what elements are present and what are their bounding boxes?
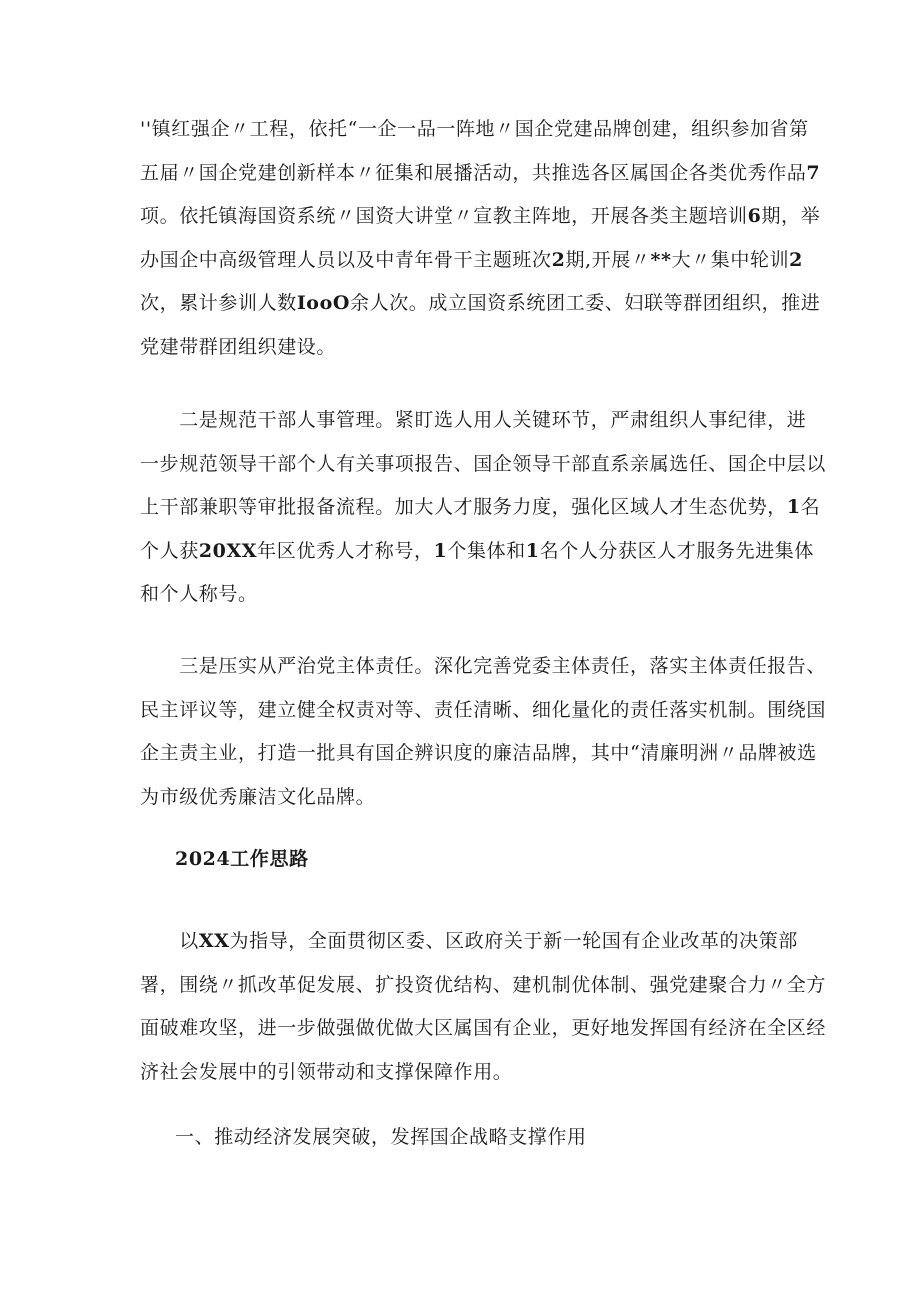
text-line: 党建带群团组织建设。 [140, 335, 337, 358]
text-line: 济社会发展中的引领带动和支撑保障作用。 [140, 1060, 513, 1083]
text-line: 个人获20XX年区优秀人才称号，1个集体和1名个人分获区人才服务先进集体 [140, 539, 815, 562]
text-line: 上干部兼职等审批报备流程。加大人才服务力度，强化区域人才生态优势，1名 [140, 496, 821, 518]
text-line: 办国企中高级管理人员以及中青年骨干主题班次2期,开展〃**大〃集中轮训2 [140, 248, 803, 271]
text-line: 二是规范干部人事管理。紧盯选人用人关键环节，严肃组织人事纪律，进 [140, 409, 807, 431]
text-line: 以XX为指导，全面贯彻区委、区政府关于新一轮国有企业改革的决策部 [140, 930, 798, 952]
text-line: 三是压实从严治党主体责任。深化完善党委主体责任，落实主体责任报告、 [140, 655, 827, 677]
text-line: 署，围绕〃抓改革促发展、扩投资优结构、建机制优体制、强党建聚合力〃全方 [140, 973, 827, 996]
text-line: 为市级优秀廉洁文化品牌。 [140, 785, 376, 808]
paragraph-party-building [140, 108, 821, 369]
text-line: 次，累计参训人数IooO余人次。成立国资系统团工委、妇联等群团组织，推进 [140, 292, 821, 314]
text-line: 项。依托镇海国资系统〃国资大讲堂〃宣教主阵地，开展各类主题培训6期，举 [140, 205, 821, 227]
paragraph-work-plan [140, 920, 827, 1094]
text-line: 五届〃国企党建创新样本〃征集和展播活动，共推选各区属国企各类优秀作品7 [140, 161, 821, 184]
section-heading: 2024工作思路 [175, 848, 309, 870]
text-line: 民主评议等，建立健全权责对等、责任清晰、细化量化的责任落实机制。围绕国 [140, 698, 827, 721]
paragraph-party-discipline [140, 645, 827, 819]
text-line: 一步规范领导干部个人有关事项报告、国企领导干部直系亲属选任、国企中层以 [140, 452, 827, 475]
text-line: 企主责主业，打造一批具有国企辨识度的廉洁品牌，其中“清廉明洲〃品牌被选 [140, 742, 817, 764]
text-line: ''镇红强企〃工程，依托“一企一品一阵地〃国企党建品牌创建，组织参加省第 [140, 118, 809, 140]
paragraph-personnel-management [140, 399, 827, 617]
subsection-heading: 一、推动经济发展突破，发挥国企战略支撑作用 [175, 1126, 587, 1148]
text-line: 面破难攻坚，进一步做强做优做大区属国有企业，更好地发挥国有经济在全区经 [140, 1017, 827, 1039]
text-line: 和个人称号。 [140, 583, 258, 605]
